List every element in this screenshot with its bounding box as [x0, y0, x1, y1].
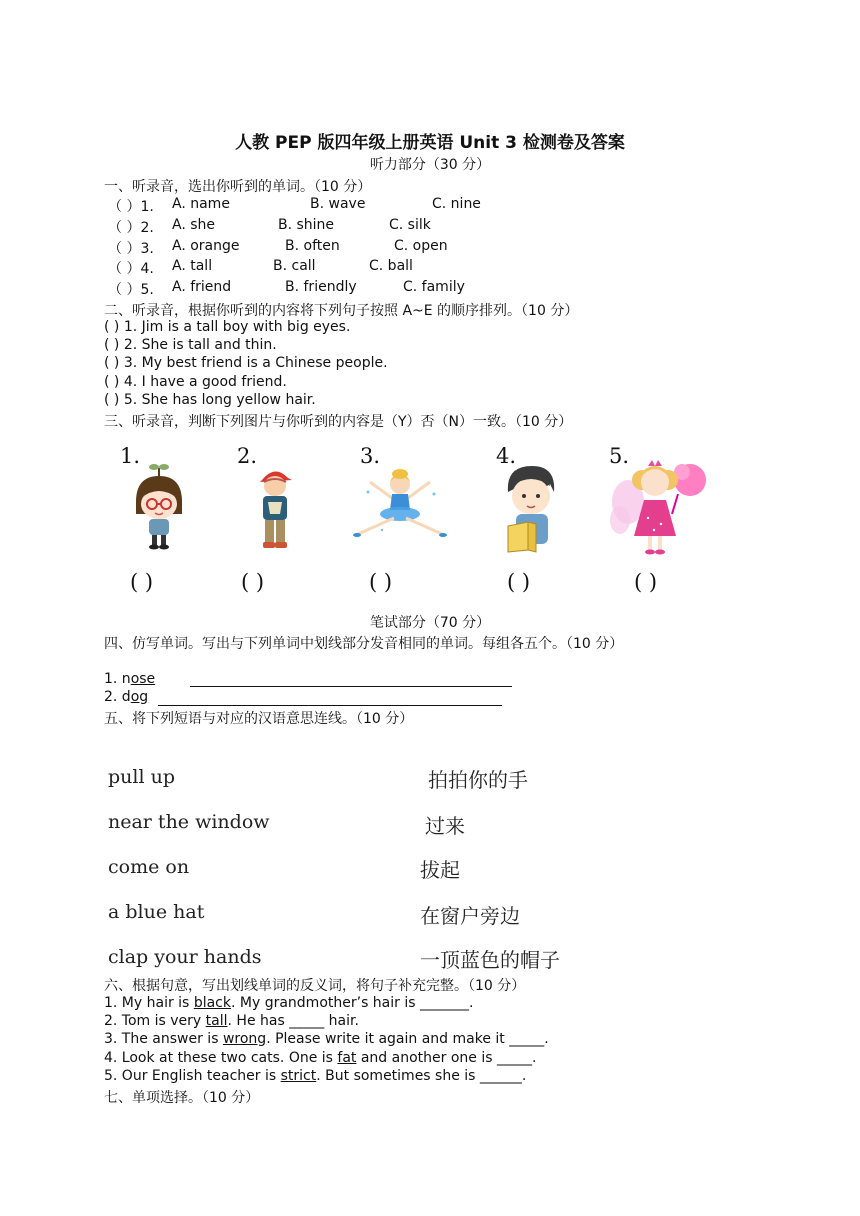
part1-option-c: C. ball — [369, 258, 413, 274]
part6-heading: 六、根据句意，写出划线单词的反义词，将句子补充完整。（10 分） — [104, 978, 526, 994]
english-phrase[interactable]: pull up — [108, 766, 175, 788]
part1-heading: 一、听录音，选出你听到的单词。（10 分） — [104, 179, 372, 195]
part1-option-a: A. she — [172, 217, 216, 233]
part2-sentence: ( ) 3. My best friend is a Chinese people. — [104, 355, 388, 371]
underlined-word: black — [193, 995, 231, 1011]
chinese-phrase[interactable]: 在窗户旁边 — [420, 904, 520, 928]
boy-with-cap-picture — [254, 464, 296, 554]
part2-sentence: ( ) 4. I have a good friend. — [104, 374, 287, 390]
underlined-word: tall — [205, 1013, 228, 1029]
part2-sentence: ( ) 1. Jim is a tall boy with big eyes. — [104, 319, 351, 335]
ballerina-picture — [352, 468, 448, 546]
part6-sentence: 5. Our English teacher is strict. But sometimes she is ______. — [104, 1068, 527, 1084]
part1-item-prefix: （ ）1. — [108, 199, 154, 215]
part4-item-num: 2. d — [104, 689, 131, 705]
picture-number: 1. — [120, 444, 141, 468]
answer-blank[interactable]: ( ) — [241, 570, 265, 594]
answer-line[interactable] — [190, 686, 512, 687]
chinese-phrase[interactable]: 拔起 — [420, 858, 460, 882]
part4-item-num: 1. n — [104, 671, 131, 687]
part6-sentence: 4. Look at these two cats. One is fat and another one is _____. — [104, 1050, 537, 1066]
part4-heading: 四、仿写单词。写出与下列单词中划线部分发音相同的单词。每组各五个。（10 分） — [104, 636, 624, 652]
part5-heading: 五、将下列短语与对应的汉语意思连线。（10 分） — [104, 711, 414, 727]
part1-option-c: C. family — [403, 279, 465, 295]
girl-with-glasses-picture — [128, 462, 190, 552]
chinese-phrase[interactable]: 过来 — [425, 814, 465, 838]
listening-section-header: 听力部分（30 分） — [369, 157, 491, 173]
picture-number: 3. — [360, 444, 381, 468]
underlined-word: wrong — [222, 1031, 267, 1047]
part1-item-prefix: （ ）4. — [108, 261, 154, 277]
english-phrase[interactable]: near the window — [108, 811, 270, 833]
part3-heading: 三、听录音，判断下列图片与你听到的内容是（Y）否（N）一致。（10 分） — [104, 414, 573, 430]
part1-option-a: A. orange — [172, 238, 240, 254]
answer-blank[interactable]: ( ) — [634, 570, 658, 594]
underlined-word: fat — [337, 1050, 357, 1066]
underlined-sound: ose — [130, 671, 156, 687]
written-section-header: 笔试部分（70 分） — [369, 615, 491, 631]
english-phrase[interactable]: a blue hat — [108, 901, 205, 923]
part7-heading: 七、单项选择。（10 分） — [104, 1090, 260, 1106]
part1-option-b: B. friendly — [285, 279, 357, 295]
answer-blank[interactable]: ( ) — [507, 570, 531, 594]
part6-sentence: 2. Tom is very tall. He has _____ hair. — [104, 1013, 359, 1029]
chinese-phrase[interactable]: 一顶蓝色的帽子 — [420, 948, 560, 972]
english-phrase[interactable]: clap your hands — [108, 946, 262, 968]
part6-sentence: 3. The answer is wrong. Please write it again and make it _____. — [104, 1031, 549, 1047]
english-phrase[interactable]: come on — [108, 856, 190, 878]
part1-item-prefix: （ ）3. — [108, 241, 154, 257]
part4-item-1 — [104, 671, 155, 687]
boy-reading-picture — [502, 462, 560, 554]
part1-option-c: C. nine — [432, 196, 481, 212]
part6-sentence: 1. My hair is black. My grandmother’s hair is _______. — [104, 995, 474, 1011]
part1-option-a: A. name — [172, 196, 230, 212]
part1-option-c: C. silk — [389, 217, 431, 233]
part1-option-b: B. call — [273, 258, 316, 274]
part1-item-prefix: （ ）5. — [108, 282, 154, 298]
part1-option-a: A. friend — [172, 279, 232, 295]
part4-item-2 — [104, 689, 148, 705]
part1-option-b: B. often — [285, 238, 340, 254]
part1-option-b: B. shine — [278, 217, 335, 233]
fairy-girl-picture — [606, 458, 710, 558]
underlined-word: strict — [280, 1068, 317, 1084]
part1-option-c: C. open — [394, 238, 448, 254]
picture-number: 4. — [496, 444, 517, 468]
answer-blank[interactable]: ( ) — [369, 570, 393, 594]
part2-sentence: ( ) 2. She is tall and thin. — [104, 337, 277, 353]
answer-line[interactable] — [158, 705, 502, 706]
picture-number: 5. — [609, 444, 630, 468]
part1-item-prefix: （ ）2. — [108, 220, 154, 236]
answer-blank[interactable]: ( ) — [130, 570, 154, 594]
part1-option-a: A. tall — [172, 258, 213, 274]
part2-heading: 二、听录音，根据你听到的内容将下列句子按照 A~E 的顺序排列。（10 分） — [104, 303, 579, 319]
part1-option-b: B. wave — [310, 196, 366, 212]
chinese-phrase[interactable]: 拍拍你的手 — [428, 768, 528, 792]
underlined-sound: og — [130, 689, 149, 705]
picture-number: 2. — [237, 444, 258, 468]
part2-sentence: ( ) 5. She has long yellow hair. — [104, 392, 316, 408]
page-title: 人教 PEP 版四年级上册英语 Unit 3 检测卷及答案 — [235, 133, 625, 153]
